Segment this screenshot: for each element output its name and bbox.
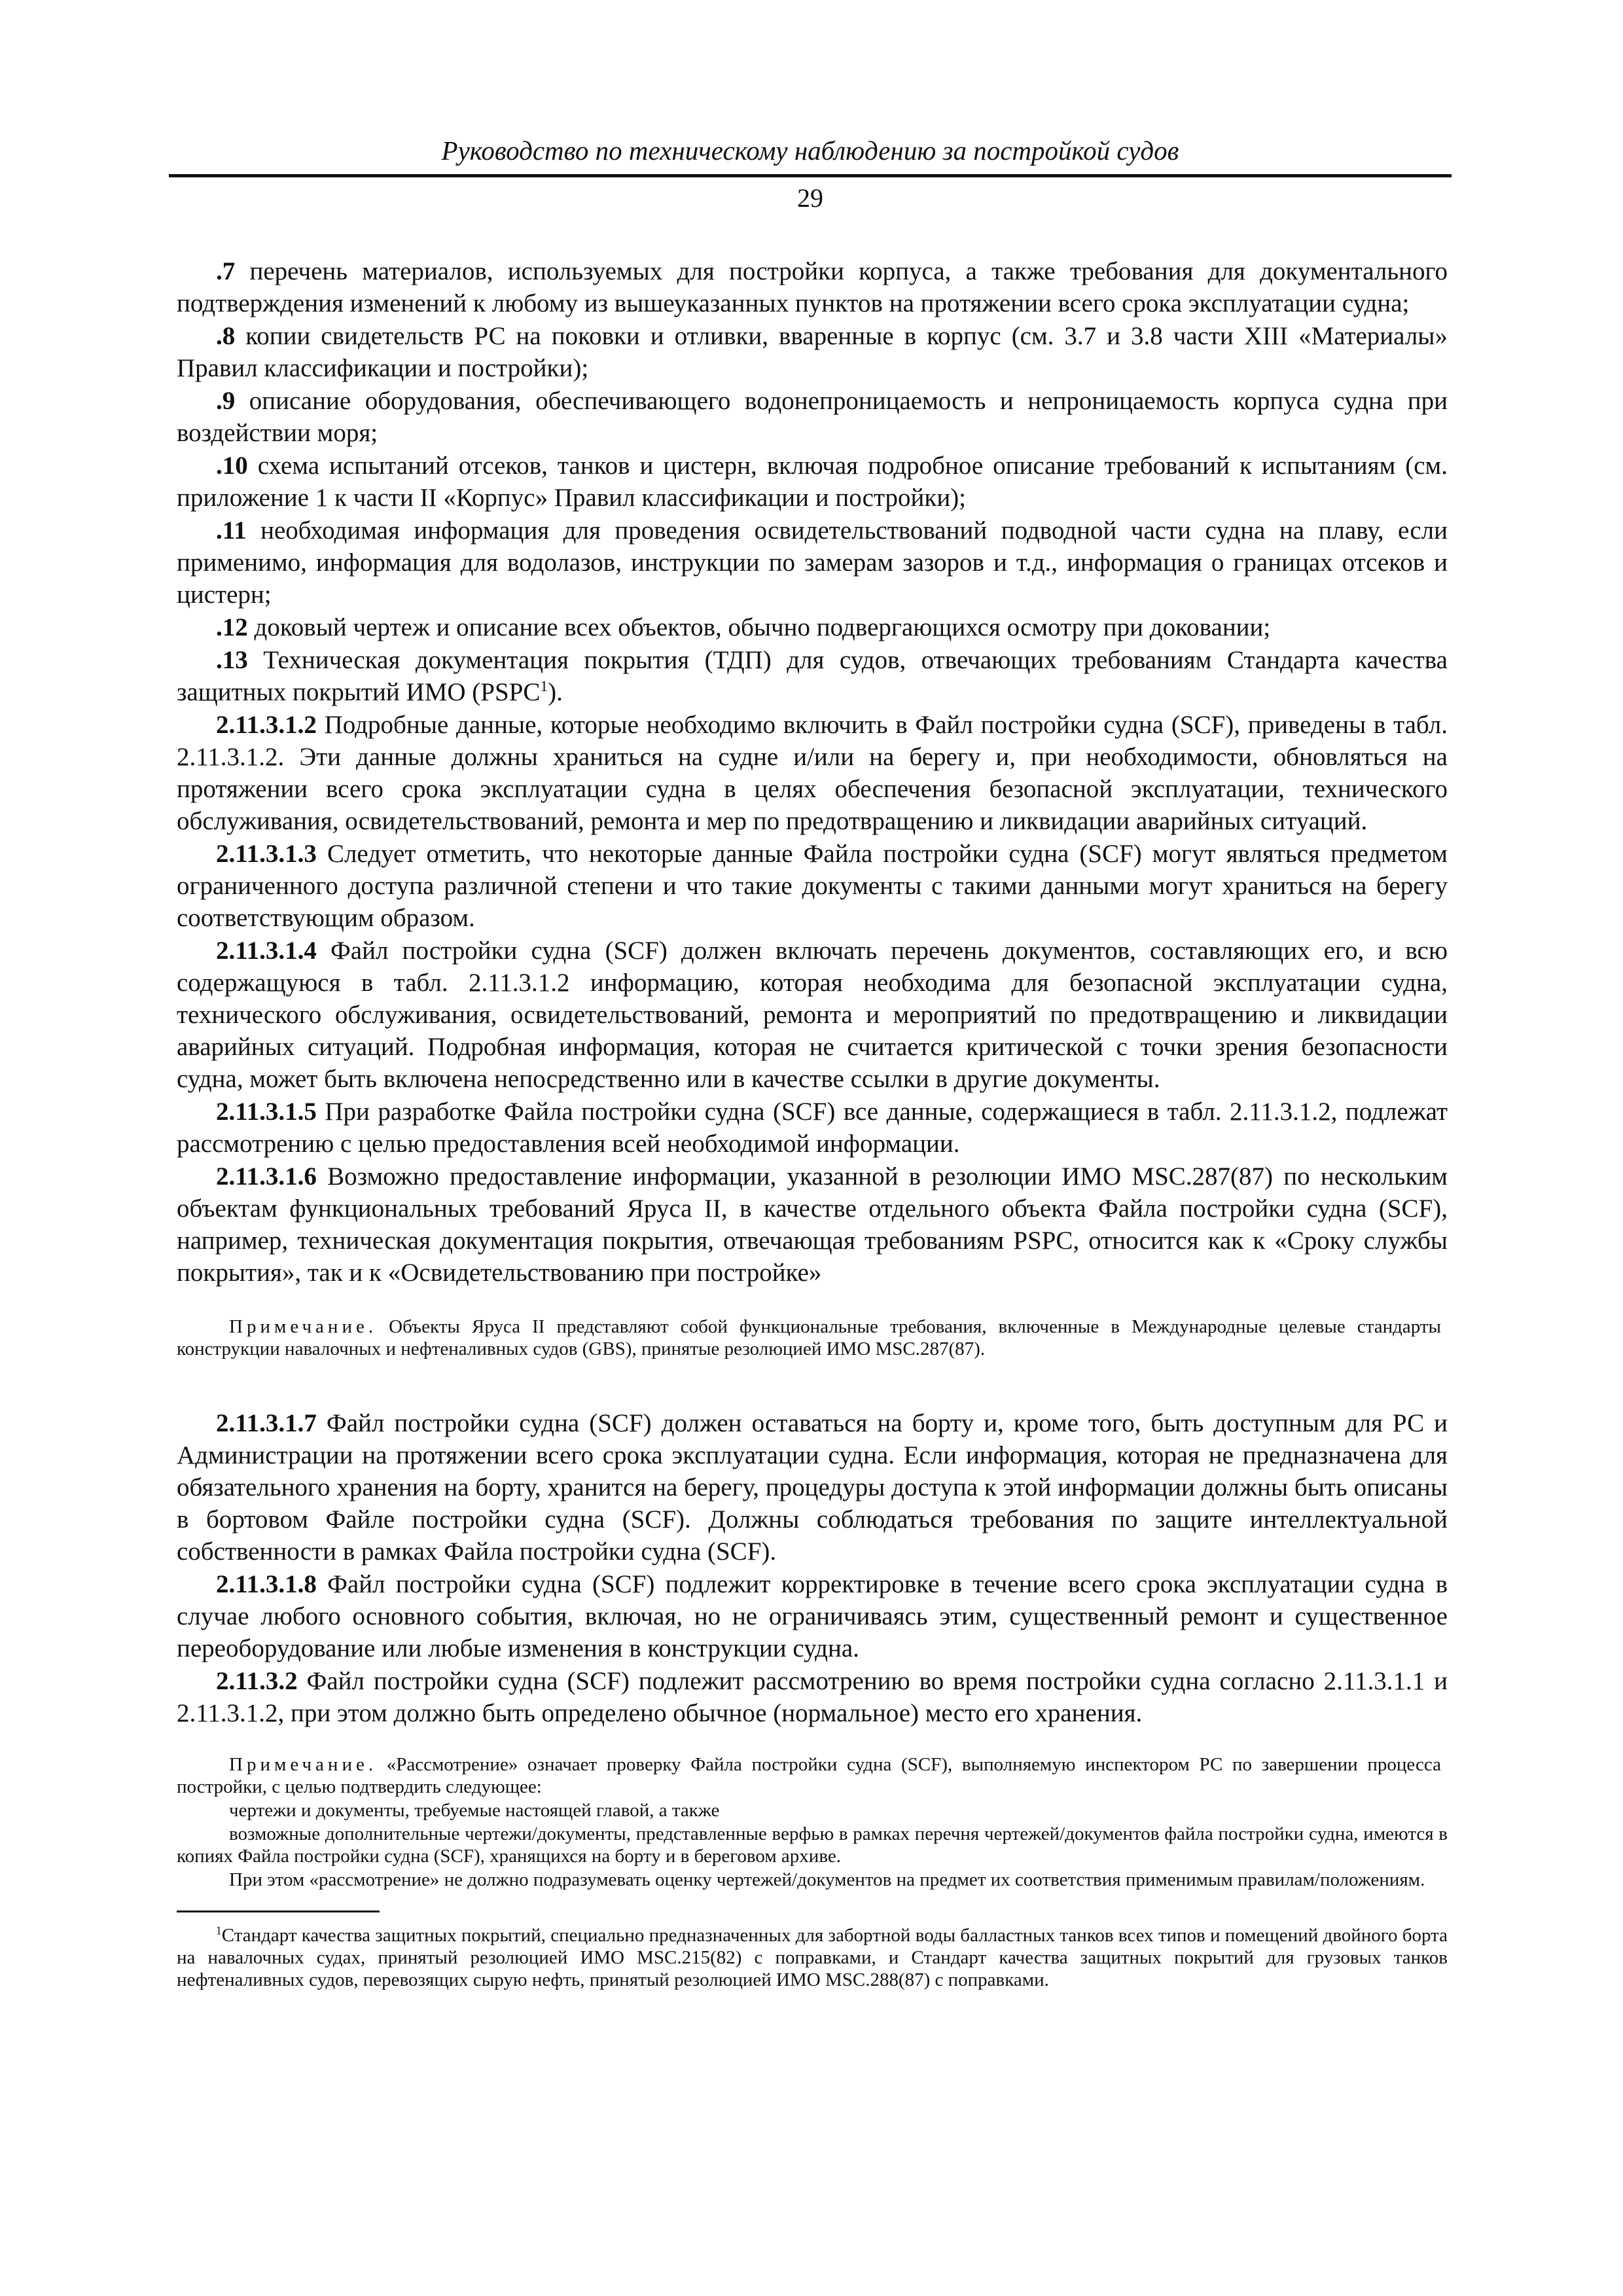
section-number: 2.11.3.1.5 xyxy=(216,1098,317,1126)
item-number: .13 xyxy=(216,646,248,674)
main-content xyxy=(177,255,1448,1991)
item-text: описание оборудования, обеспечивающего водонепроницаемость и непроницаемость корпуса судна при воздействии моря; xyxy=(177,387,1448,447)
list-item xyxy=(177,644,1448,708)
footnote-mark: 1 xyxy=(216,1924,222,1937)
section-number: 2.11.3.1.2 xyxy=(216,711,317,739)
section-text: Файл постройки судна (SCF) должен включать перечень документов, составляющих его, и всю содержащуюся в табл. 2.11.3.1.2 информацию, которая необходима для безопасной эксплуатации судна, технического обслуживания, освидетельствований, ремонта и мероприятий по предотвращению и ликвидации аварийных ситуаций. Подробная информация, которая не считается критической с точки зрения безопасности судна, может быть включена непосредственно или в качестве ссылки в другие документы. xyxy=(177,937,1448,1093)
section-text: Следует отметить, что некоторые данные Файла постройки судна (SCF) могут являться предметом ограниченного доступа различной степени и что такие документы с такими данными могут храниться на берегу соответствующим образом. xyxy=(177,840,1448,932)
footnote-reference: 1 xyxy=(540,678,548,695)
section-paragraph xyxy=(177,1096,1448,1160)
footnote-text: Стандарт качества защитных покрытий, специально предназначенных для забортной воды балластных танков всех типов и помещений двойного борта на навалочных судах, принятый резолюцией ИМО MSC.215(82) с поправками, и Стандарт качества защитных покрытий для грузовых танков нефтеналивных судов, перевозящих сырую нефть, принятый резолюцией ИМО MSC.288(87) с поправками. xyxy=(177,1925,1448,1990)
section-number: 2.11.3.1.6 xyxy=(216,1162,317,1191)
item-text: перечень материалов, используемых для постройки корпуса, а также требования для документального подтверждения изменений к любому из вышеуказанных пунктов на протяжении всего срока эксплуатации судна; xyxy=(177,257,1448,317)
note-review xyxy=(177,1753,1448,1798)
item-text: доковый чертеж и описание всех объектов, обычно подвергающихся осмотру при доковании; xyxy=(247,613,1271,641)
section-paragraph xyxy=(177,1568,1448,1664)
item-text: Техническая документация покрытия (ТДП) для судов, отвечающих требованиям Стандарта качества защитных покрытий ИМО (PSPC xyxy=(177,646,1448,706)
section-text: Файл постройки судна (SCF) подлежит корректировке в течение всего срока эксплуатации судна в случае любого основного события, включая, но не ограничиваясь этим, существенный ремонт и существенное переоборудование или любые изменения в конструкции судна. xyxy=(177,1570,1448,1662)
note-line: При этом «рассмотрение» не должно подразумевать оценку чертежей/документов на предмет их соответствия применимым правилам/положениям. xyxy=(229,1869,1425,1890)
section-paragraph xyxy=(177,1665,1448,1729)
item-number: .8 xyxy=(216,322,236,350)
section-paragraph xyxy=(177,709,1448,837)
section-paragraph xyxy=(177,1160,1448,1289)
section-number: 2.11.3.1.4 xyxy=(216,937,317,965)
section-paragraph xyxy=(177,838,1448,934)
list-item xyxy=(177,385,1448,449)
section-number: 2.11.3.1.8 xyxy=(216,1570,317,1598)
section-text: Возможно предоставление информации, указанной в резолюции ИМО MSC.287(87) по нескольким объектам функциональных требований Яруса II, в качестве отдельного объекта Файла постройки судна (SCF), например, техническая документация покрытия, отвечающая требованиям PSPC, относится как к «Сроку службы покрытия», так и к «Освидетельствованию при постройке» xyxy=(177,1162,1448,1287)
item-text-tail: ). xyxy=(548,678,563,706)
header-rule xyxy=(169,174,1452,177)
section-text: Подробные данные, которые необходимо включить в Файл постройки судна (SCF), приведены в табл. 2.11.3.1.2. Эти данные должны храниться на судне и/или на берегу и, при необходимости, обновляться на протяжении всего срока эксплуатации судна в целях обеспечения безопасной эксплуатации, технического обслуживания, освидетельствований, ремонта и мер по предотвращению и ликвидации аварийных ситуаций. xyxy=(177,711,1448,835)
note-line: чертежи и документы, требуемые настоящей главой, а также xyxy=(229,1800,720,1821)
section-paragraph xyxy=(177,935,1448,1095)
section-text: Файл постройки судна (SCF) должен оставаться на борту и, кроме того, быть доступным для РС и Администрации на протяжении всего срока эксплуатации судна. Если информация, которая не предназначена для обязательного хранения на борту, хранится на берегу, процедуры доступа к этой информации должны быть описаны в бортовом Файле постройки судна (SCF). Должны соблюдаться требования по защите интеллектуальной собственности в рамках Файла постройки судна (SCF). xyxy=(177,1409,1448,1566)
section-number: 2.11.3.1.7 xyxy=(216,1409,317,1437)
note-text: Объекты Яруса II представляют собой функциональные требования, включенные в Международные целевые стандарты конструкции навалочных и нефтеналивных судов (GBS), принятые резолюцией ИМО MSC.287(87). xyxy=(177,1316,1441,1359)
page-number: 29 xyxy=(797,183,823,213)
item-number: .9 xyxy=(216,387,236,415)
section-number: 2.11.3.1.3 xyxy=(216,840,317,868)
note-label: Примечание. xyxy=(229,1754,378,1775)
list-item xyxy=(177,255,1448,319)
list-item xyxy=(177,450,1448,514)
footnote-rule xyxy=(177,1910,380,1912)
note-text: «Рассмотрение» означает проверку Файла постройки судна (SCF), выполняемую инспектором РС по завершении процесса постройки, с целью подтвердить следующее: xyxy=(177,1754,1441,1797)
section-text: Файл постройки судна (SCF) подлежит рассмотрению во время постройки судна согласно 2.11.3.1.1 и 2.11.3.1.2, при этом должно быть определено обычное (нормальное) место его хранения. xyxy=(177,1667,1448,1727)
running-header: Руководство по техническому наблюдению за постройкой судов xyxy=(441,135,1179,166)
list-item xyxy=(177,514,1448,611)
list-item xyxy=(177,611,1448,643)
item-number: .12 xyxy=(216,613,248,641)
list-item xyxy=(177,320,1448,384)
item-number: .7 xyxy=(216,257,236,285)
item-text: схема испытаний отсеков, танков и цистерн, включая подробное описание требований к испытаниям (см. приложение 1 к части II «Корпус» Правил классификации и постройки); xyxy=(177,452,1448,512)
section-number: 2.11.3.2 xyxy=(216,1667,298,1695)
item-number: .10 xyxy=(216,452,248,480)
item-text: необходимая информация для проведения освидетельствований подводной части судна на плаву, если применимо, информация для водолазов, инструкции по замерам зазоров и т.д., информация о границах отсеков и цистерн; xyxy=(177,516,1448,609)
note-label: Примечание. xyxy=(229,1316,378,1337)
note-tier2 xyxy=(177,1316,1448,1360)
section-text: При разработке Файла постройки судна (SCF) все данные, содержащиеся в табл. 2.11.3.1.2, подлежат рассмотрению с целью предоставления всей необходимой информации. xyxy=(177,1098,1448,1158)
item-text: копии свидетельств РС на поковки и отливки, вваренные в корпус (см. 3.7 и 3.8 части XIII «Материалы» Правил классификации и постройки); xyxy=(177,322,1448,382)
note-line: возможные дополнительные чертежи/документы, представленные верфью в рамках перечня чертежей/документов файла постройки судна, имеются в копиях Файла постройки судна (SCF), хранящихся на борту и в береговом архиве. xyxy=(177,1823,1448,1867)
footnote xyxy=(177,1924,1448,1991)
item-number: .11 xyxy=(216,516,247,545)
section-paragraph xyxy=(177,1407,1448,1568)
